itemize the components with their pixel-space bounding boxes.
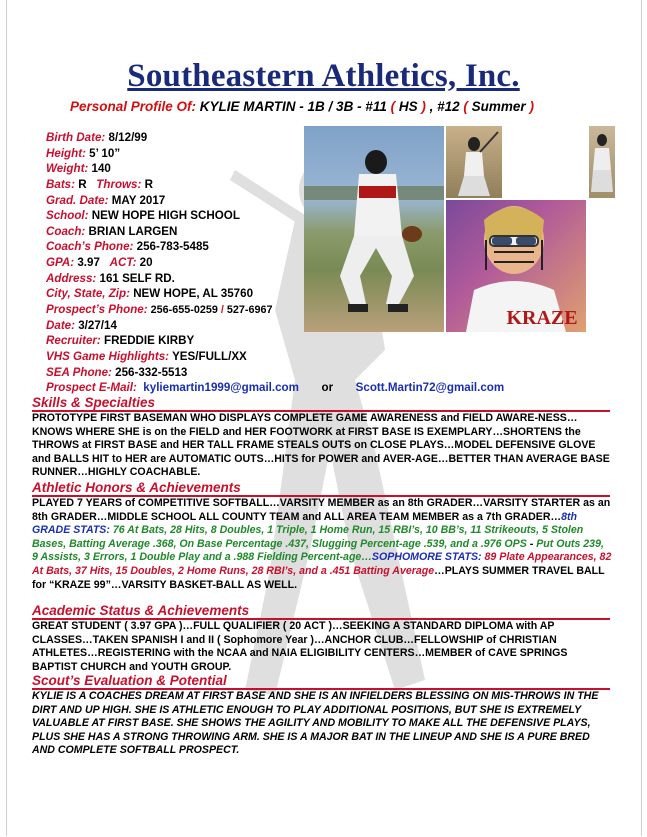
fielding-stats: Put Outs 239, 9 Assists, 3 Errors, 1 Double Play and a .988 Fielding Percent-age… (32, 537, 604, 564)
info-height: Height: 5’ 10” (46, 146, 121, 160)
photo-collage (304, 126, 614, 336)
hs-close: ) (421, 99, 426, 114)
jersey-lettering: KRAZE (506, 307, 578, 329)
info-school: School: NEW HOPE HIGH SCHOOL (46, 209, 240, 223)
academic-text: GREAT STUDENT ( 3.97 GPA )…FULL QUALIFIER ( 20 ACT )…SEEKING A STANDARD DIPLOMA with AP CLASSES…TAKEN SPANISH I and II ( Sophomore Year )…ANCHOR CLUB…FELLOWSHIP of CHRISTIAN ATHLETES…REGISTERING with the NCAA and NAIA ELIGIBILITY CENTERS…MEMBER of CAVE SPRINGS BAPTIST CHURCH and YOUTH GROUP. (32, 620, 568, 673)
player-name-positions: KYLIE MARTIN - 1B / 3B - #11 (199, 99, 387, 114)
eighth-grade-stats-label: 8th GRADE STATS: (32, 510, 578, 537)
summer-label: Summer (467, 99, 530, 114)
scout-heading: Scout’s Evaluation & Potential (32, 673, 227, 688)
info-prospect-phone: Prospect’s Phone: 256-655-0259 / 527-6967 (46, 303, 273, 317)
info-gpa-act: GPA: 3.97 ACT: 20 (46, 256, 153, 270)
info-coach: Coach: BRIAN LARGEN (46, 224, 178, 238)
fielding-photo (304, 126, 444, 332)
academic-heading: Academic Status & Achievements (32, 603, 250, 618)
crouch-photo (589, 126, 615, 198)
profile-subtitle (70, 99, 534, 114)
info-prospect-email: Prospect E-Mail: kyliemartin1999@gmail.com or Scott.Martin72@gmail.com (46, 381, 505, 395)
info-date: Date: 3/27/14 (46, 318, 117, 332)
hs-label: HS (395, 99, 422, 114)
summer-close: ) (529, 99, 534, 114)
profile-prefix: Personal Profile Of: (70, 99, 197, 114)
hs-open: ( (390, 99, 396, 114)
sophomore-stats-label: SOPHOMORE STATS: (371, 551, 482, 564)
info-address: Address: 161 SELF RD. (46, 271, 175, 285)
batting-photo (446, 126, 502, 198)
summer-open: ( (463, 99, 468, 114)
info-vhs-highlights: VHS Game Highlights: YES/FULL/XX (46, 349, 247, 363)
info-weight: Weight: 140 (46, 162, 111, 176)
info-coach-phone: Coach’s Phone: 256-783-5485 (46, 240, 209, 254)
sophomore-stats: 89 Plate Appearances, 82 At Bats, 37 Hits, 15 Doubles, 2 Home Runs, 28 RBI’s, and a .451 Batting Average (32, 551, 612, 577)
honors-text: PLAYED 7 YEARS of COMPETITIVE SOFTBALL…VARSITY MEMBER as an 8th GRADER…VARSITY STARTER as an 8th GRADER…MIDDLE SCHOOL ALL COUNTY TEAM and ALL AREA TEAM MEMBER as a 7th GRADER…8th GRADE STATS: 76 At Bats, 28 Hits, 8 Doubles, 1 Triple, 1 Home Run, 15 RBI’s, 10 BB’s, 11 Strikeouts, 5 Stolen Bases, Batting Average .368, On Base Percentage .437, Slugging Percent-age .539, and a .976 OPS - Put Outs 239, 9 Assists, 3 Errors, 1 Double Play and a .988 Fielding Percent-age…SOPHOMORE STATS: 89 Plate Appearances, 82 At Bats, 37 Hits, 15 Doubles, 2 Home Runs, 28 RBI’s, and a .451 Batting Average…PLAYS SUMMER TRAVEL BALL for “KRAZE 99”…VARSITY BASKET-BALL AS WELL. (32, 497, 612, 591)
honors-heading: Athletic Honors & Achievements (32, 480, 241, 495)
company-title: Southeastern Athletics, Inc. (127, 58, 520, 94)
skills-heading: Skills & Specialties (32, 395, 156, 410)
email-link-1[interactable]: kyliemartin1999@gmail.com (143, 381, 299, 395)
email-link-2[interactable]: Scott.Martin72@gmail.com (355, 381, 505, 395)
skills-text: PROTOTYPE FIRST BASEMAN WHO DISPLAYS COMPLETE GAME AWARENESS and FIELD AWARE-NESS…KNOWS WHERE SHE is on the FIELD and HER FOOTWORK at FIRST BASE IS EXEMPLARY…SHORTENS the THROWS at FIRST BASE and HER TALL FRAME STEALS OUTS on CLOSE PLAYS…MODEL DEFENSIVE GLOVE and BALLS HIT to HER are AUTOMATIC OUTS…HITS for POWER and AVER-AGE…BETTER THAN AVERAGE BASE RUNNER…HIGHLY COACHABLE. (32, 412, 610, 479)
info-city-state-zip: City, State, Zip: NEW HOPE, AL 35760 (46, 287, 254, 301)
info-grad-date: Grad. Date: MAY 2017 (46, 193, 166, 207)
portrait-photo (446, 200, 586, 332)
info-sea-phone: SEA Phone: 256-332-5513 (46, 365, 188, 379)
info-recruiter: Recruiter: FREDDIE KIRBY (46, 334, 195, 348)
info-bats-throws: Bats: R Throws: R (46, 177, 153, 191)
scout-text: KYLIE IS A COACHES DREAM AT FIRST BASE AND SHE IS AN INFIELDERS BLESSING ON MIS-THROWS IN THE DIRT AND UP HIGH. SHE IS ATHLETIC ENOUGH TO PLAY ADDITIONAL POSITIONS, BUT SHE IS EXTREMELY VALUABLE AT FIRST BASE. SHE SHOWS THE AGILITY AND MOBILITY TO MAKE ALL THE DEFENSIVE PLAYS, PLUS SHE HAS A STRONG THROWING ARM. SHE IS A MAJOR BAT IN THE LINEUP AND SHE IS A PURE BRED AND COMPLETE SOFTBALL PROSPECT. (32, 690, 599, 757)
info-birth-date: Birth Date: 8/12/99 (46, 131, 148, 144)
number-sep: , #12 (425, 99, 464, 114)
eighth-grade-stats: 76 At Bats, 28 Hits, 8 Doubles, 1 Triple, 1 Home Run, 15 RBI’s, 10 BB’s, 11 Strikeouts, 5 Stolen Bases, Batting Average .368, On Base Percentage .437, Slugging Percent-age .539, and a .976 OPS (32, 524, 584, 550)
